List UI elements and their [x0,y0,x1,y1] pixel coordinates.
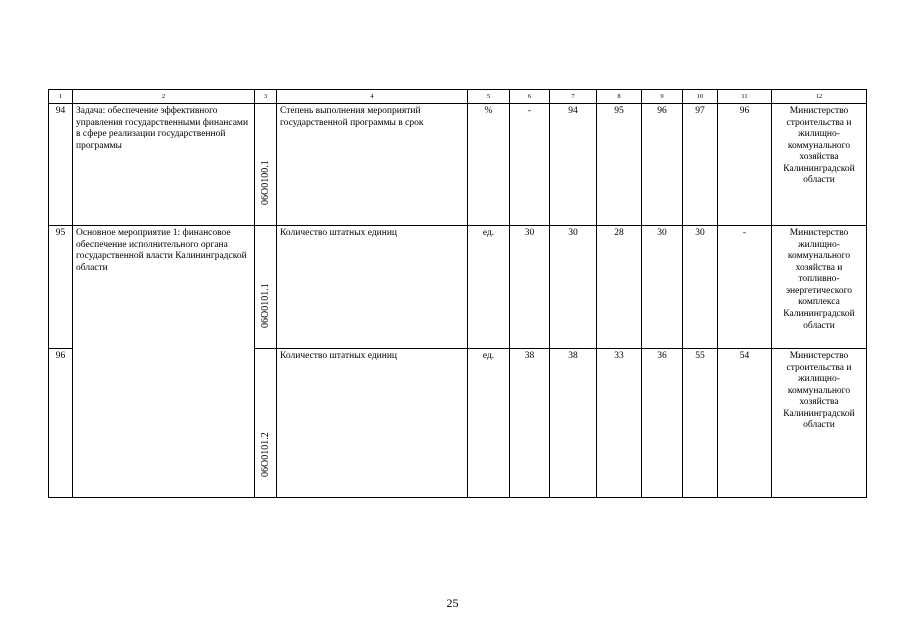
task-name: Задача: обеспечение эффективного управления государственными финансами в сфере реализации государственной программы [73,104,255,226]
value-col6: 38 [510,349,550,498]
value-col8: 33 [597,349,642,498]
responsible-ministry: Министерство жилищно-коммунального хозяйства и топливно-энергетического комплекса Калининградской области [772,226,867,349]
value-col9: 36 [642,349,683,498]
indicator-name: Количество штатных единиц [277,226,468,349]
unit: ед. [468,226,510,349]
activity-name: Основное мероприятие 1: финансовое обеспечение исполнительного органа государственной власти Калининградской области [73,226,255,498]
value-col6: 30 [510,226,550,349]
column-number: 12 [772,90,867,104]
column-number: 9 [642,90,683,104]
value-col11: 54 [718,349,772,498]
column-number: 7 [550,90,597,104]
value-col7: 30 [550,226,597,349]
responsible-ministry: Министерство строительства и жилищно-коммунального хозяйства Калининградской области [772,349,867,498]
column-number: 4 [277,90,468,104]
value-col11: - [718,226,772,349]
table-row [49,226,867,349]
column-number: 10 [683,90,718,104]
unit: % [468,104,510,226]
value-col7: 94 [550,104,597,226]
row-number: 95 [49,226,73,349]
budget-code: 06О0100.1 [259,160,271,205]
value-col8: 95 [597,104,642,226]
unit: ед. [468,349,510,498]
indicator-name: Степень выполнения мероприятий государственной программы в срок [277,104,468,226]
value-col9: 30 [642,226,683,349]
budget-code-cell [255,226,277,349]
column-number: 8 [597,90,642,104]
value-col9: 96 [642,104,683,226]
row-number: 94 [49,104,73,226]
column-number: 1 [49,90,73,104]
value-col6: - [510,104,550,226]
value-col11: 96 [718,104,772,226]
value-col8: 28 [597,226,642,349]
table-row [49,104,867,226]
row-number: 96 [49,349,73,498]
column-number: 2 [73,90,255,104]
value-col10: 55 [683,349,718,498]
budget-code: 06О0101.2 [259,432,271,477]
indicators-table [48,89,867,498]
budget-code-cell [255,349,277,498]
value-col10: 30 [683,226,718,349]
budget-code-cell [255,104,277,226]
column-number-row [49,90,867,104]
value-col7: 38 [550,349,597,498]
budget-code: 06О0101.1 [259,283,271,328]
responsible-ministry: Министерство строительства и жилищно-коммунального хозяйства Калининградской области [772,104,867,226]
indicator-name: Количество штатных единиц [277,349,468,498]
column-number: 3 [255,90,277,104]
column-number: 6 [510,90,550,104]
page-number: 25 [446,596,459,610]
column-number: 11 [718,90,772,104]
value-col10: 97 [683,104,718,226]
column-number: 5 [468,90,510,104]
